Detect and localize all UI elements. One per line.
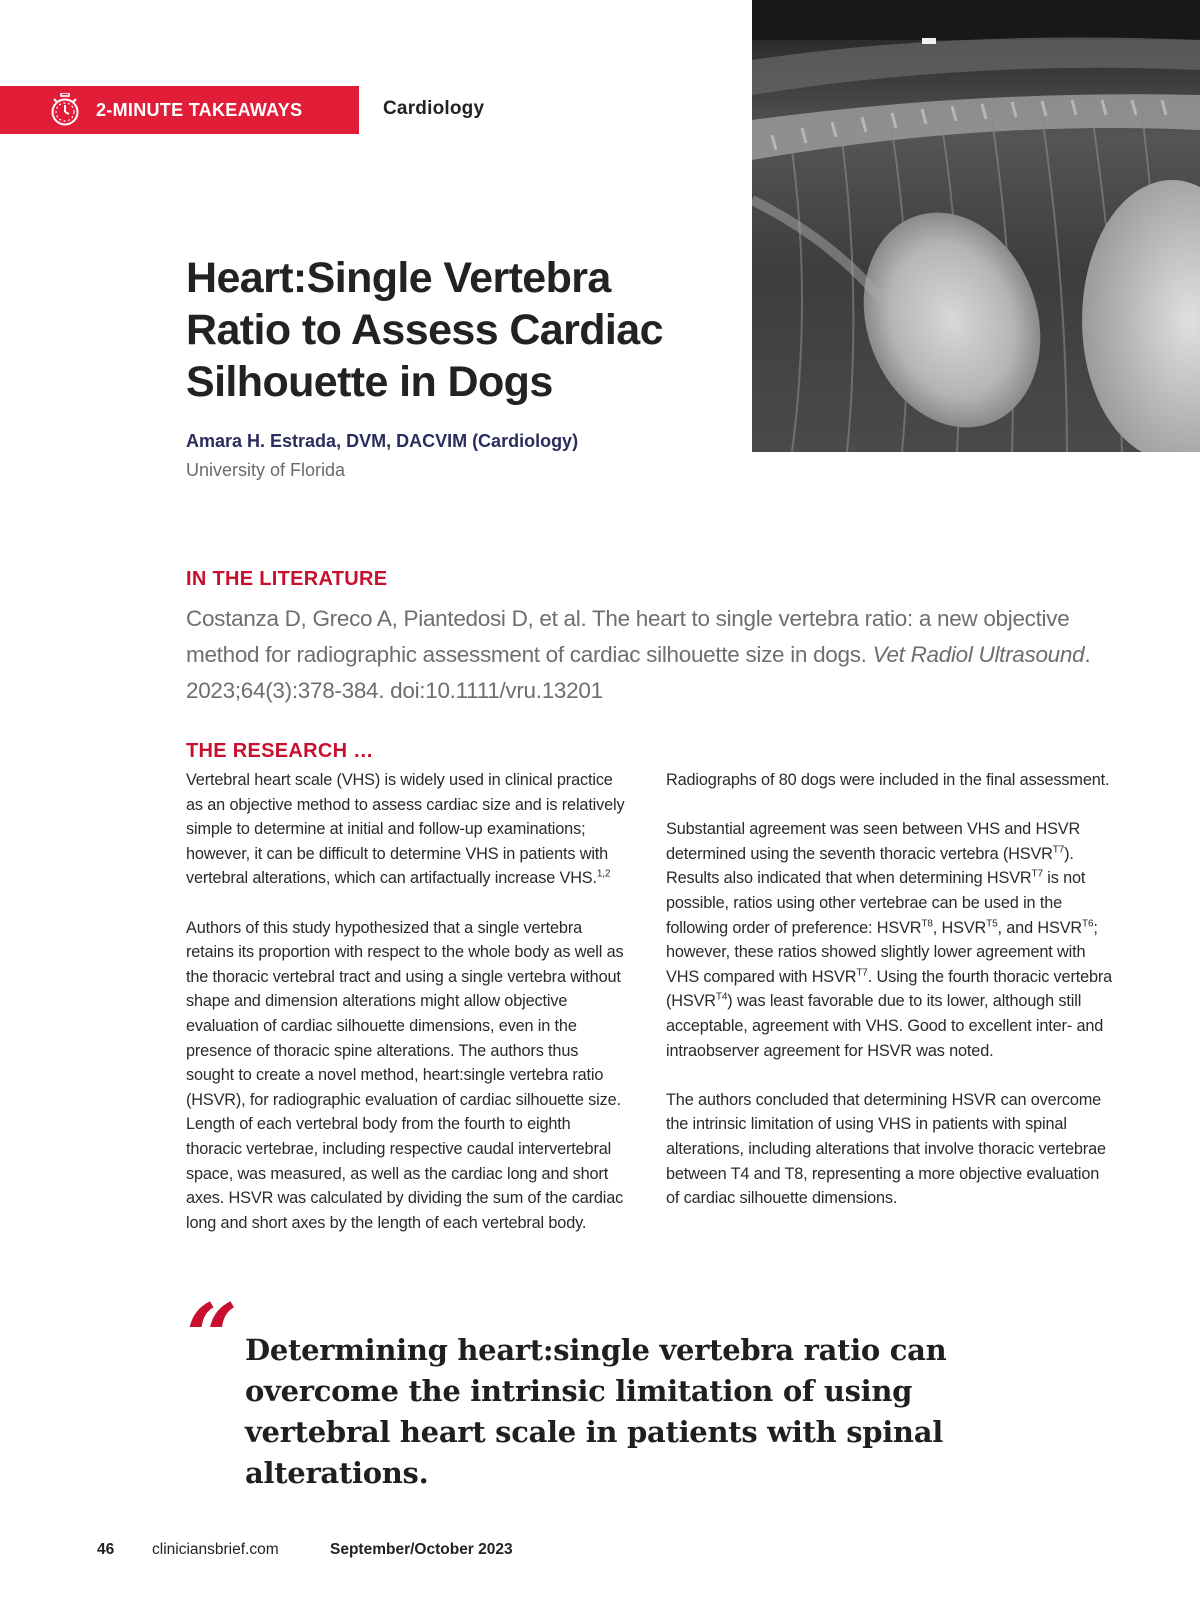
research-column-right <box>666 768 1116 1235</box>
citation-details: 2023;64(3):378-384. doi:10.1111/vru.13201 <box>186 678 603 703</box>
stopwatch-icon <box>50 93 80 127</box>
radiograph-image <box>752 0 1200 452</box>
citation-journal: Vet Radiol Ultrasound <box>872 642 1085 667</box>
issue-date: September/October 2023 <box>330 1541 513 1558</box>
site-link[interactable]: cliniciansbrief.com <box>152 1541 279 1558</box>
research-heading: THE RESEARCH … <box>186 740 374 762</box>
research-paragraph-4: The authors concluded that determining HSVR can overcome the intrinsic limitation of using VHS in patients with spinal alterations, including alterations that involve thoracic vertebrae between T4 and T8, representing a more objective evaluation of cardiac silhouette dimensions. <box>666 1090 1106 1208</box>
research-paragraph-2-continued: Radiographs of 80 dogs were included in the final assessment. <box>666 771 1110 789</box>
page-number: 46 <box>97 1541 115 1558</box>
article-title: Heart:Single Vertebra Ratio to Assess Cardiac Silhouette in Dogs <box>186 254 663 406</box>
takeaways-banner <box>0 86 359 134</box>
reference-superscript: 1,2 <box>596 868 611 880</box>
citation-text: Costanza D, Greco A, Piantedosi D, et al. The heart to single vertebra ratio: a new objective method for radiographic assessment of cardiac silhouette size in dogs. <box>186 606 1070 667</box>
literature-heading: IN THE LITERATURE <box>186 568 388 590</box>
citation: Costanza D, Greco A, Piantedosi D, et al. The heart to single vertebra ratio: a new objective method for radiographic assessment of cardiac silhouette size in dogs. Vet Radiol Ultrasound. 2023;64(3):378-384. doi:10.1111/vru.13201 <box>186 606 1091 703</box>
author-name: Amara H. Estrada, DVM, DACVIM (Cardiology) <box>186 431 579 451</box>
research-paragraph-1: Vertebral heart scale (VHS) is widely used in clinical practice as an objective method to assess cardiac size and is relatively simple to determine at initial and follow-up examinations; however, it can be difficult to determine VHS in patients with vertebral alterations, which can artifactually increase VHS.$^{1,2}$ <box>186 771 625 888</box>
research-paragraph-3: Substantial agreement was seen between VHS and HSVR determined using the seventh thoracic vertebra $(HSVR^{T7})$. Results also indicated that when determining $HSVR^{T7}$ is not possible, ratios using other vertebrae can be used in the following order of preference: $HSVR^{T8}$, $HSVR^{T5}$, and $HSVR^{T6}$; however, these ratios showed slightly lower agreement with VHS compared with $HSVR^{T7}$. Using the fourth thoracic vertebra $(HSVR^{T4})$ was least favorable due to its lower, although still acceptable, agreement with VHS. Good to excellent inter- and intraobserver agreement for HSVR was noted. <box>666 820 1113 1060</box>
research-column-left <box>186 768 626 1260</box>
pull-quote: Determining heart:single vertebra ratio can overcome the intrinsic limitation of using vertebral heart scale in patients with spinal alterations. <box>245 1333 947 1490</box>
quote-mark-icon: “ <box>186 1284 238 1390</box>
author-affiliation: University of Florida <box>186 460 346 480</box>
banner-label: 2-MINUTE TAKEAWAYS <box>96 99 303 120</box>
research-paragraph-2: Authors of this study hypothesized that a single vertebra retains its proportion with respect to the whole body as well as the thoracic vertebral tract and using a single vertebra without shape and dimension alterations might allow objective evaluation of cardiac silhouette dimensions, even in the presence of thoracic spine alterations. The authors thus sought to create a novel method, heart:single vertebra ratio (HSVR), for radiographic evaluation of cardiac silhouette size. Length of each vertebral body from the fourth to eighth thoracic vertebrae, including respective caudal intervertebral space, was measured, as well as the cardiac long and short axes. HSVR was calculated by dividing the sum of the cardiac long and short axes by the length of each vertebral body. <box>186 918 624 1232</box>
section-label: Cardiology <box>383 98 485 119</box>
